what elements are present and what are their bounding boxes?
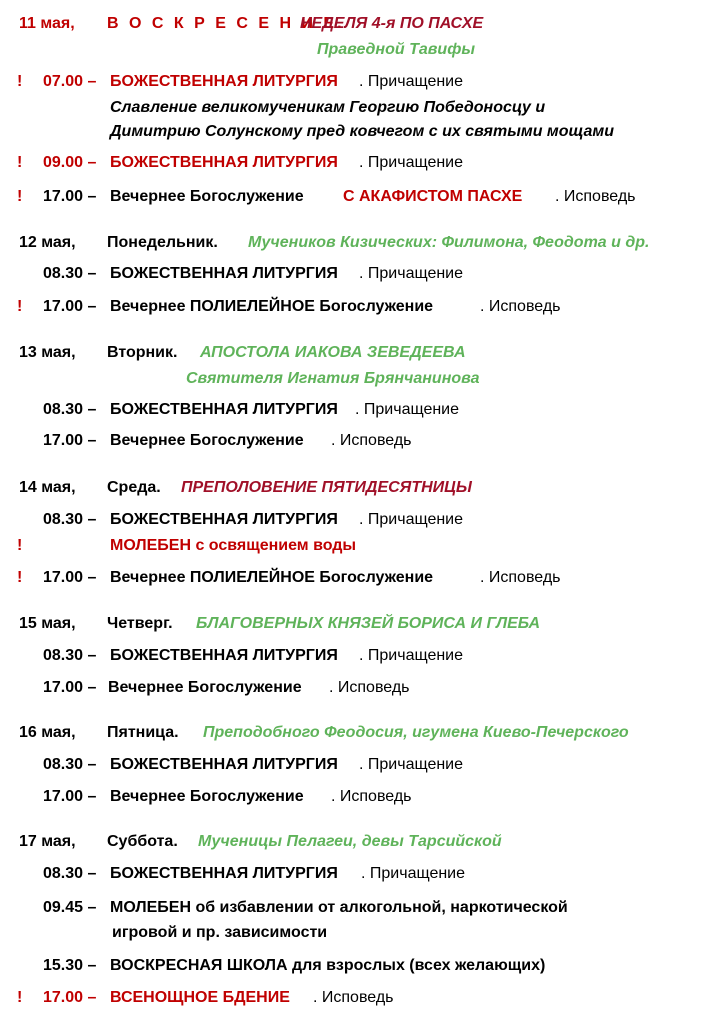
service-highlight: С АКАФИСТОМ ПАСХЕ — [343, 188, 523, 205]
service-title: БОЖЕСТВЕННАЯ ЛИТУРГИЯ — [110, 73, 338, 90]
service-title: БОЖЕСТВЕННАЯ ЛИТУРГИЯ — [110, 154, 338, 171]
service-note: . Причащение — [359, 647, 464, 664]
day-13-weekday: Вторник. — [107, 344, 178, 361]
day-11-weekday: В О С К Р Е С Е Н И Е. — [107, 15, 345, 32]
service-note: . Исповедь — [331, 788, 412, 805]
service-time: 17.00 – — [43, 569, 97, 586]
service-note: . Причащение — [359, 265, 464, 282]
service-time: 09.00 – — [43, 154, 97, 171]
service-title: БОЖЕСТВЕННАЯ ЛИТУРГИЯ — [110, 401, 338, 418]
day-14-feast: ПРЕПОЛОВЕНИЕ ПЯТИДЕСЯТНИЦЫ — [181, 479, 472, 496]
service-title: ВСЕНОЩНОЕ БДЕНИЕ — [110, 989, 290, 1006]
service-title: Вечернее Богослужение — [108, 679, 302, 696]
day-12-weekday: Понедельник. — [107, 234, 218, 251]
service-title: БОЖЕСТВЕННАЯ ЛИТУРГИЯ — [110, 756, 338, 773]
service-note: . Исповедь — [480, 569, 561, 586]
day-15-feast: БЛАГОВЕРНЫХ КНЯЗЕЙ БОРИСА И ГЛЕБА — [196, 615, 541, 632]
service-title: МОЛЕБЕН об избавлении от алкогольной, наркотической — [110, 899, 568, 916]
day-12-date: 12 мая, — [19, 234, 76, 251]
day-13-feast-2: Святителя Игнатия Брянчанинова — [186, 370, 480, 387]
important-mark: ! — [17, 73, 23, 90]
service-time: 08.30 – — [43, 647, 97, 664]
day-17-weekday: Суббота. — [107, 833, 178, 850]
service-title: БОЖЕСТВЕННАЯ ЛИТУРГИЯ — [110, 265, 338, 282]
service-title: МОЛЕБЕН с освящением воды — [110, 537, 357, 554]
service-note: . Исповедь — [480, 298, 561, 315]
important-mark: ! — [17, 569, 23, 586]
service-time: 17.00 – — [43, 679, 97, 696]
day-12-feast: Мучеников Кизических: Филимона, Феодота и др. — [248, 234, 650, 251]
day-11-date: 11 мая, — [19, 15, 75, 32]
service-note: . Исповедь — [329, 679, 410, 696]
service-time: 08.30 – — [43, 401, 97, 418]
service-title: Вечернее Богослужение — [110, 788, 304, 805]
service-note: . Причащение — [361, 865, 466, 882]
service-time: 17.00 – — [43, 188, 97, 205]
service-time: 15.30 – — [43, 957, 97, 974]
day-14-weekday: Среда. — [107, 479, 161, 496]
day-14-date: 14 мая, — [19, 479, 76, 496]
day-11-feast-2: Праведной Тавифы — [317, 41, 476, 58]
service-time: 08.30 – — [43, 265, 97, 282]
day-17-feast: Мученицы Пелагеи, девы Тарсийской — [198, 833, 502, 850]
service-title: Вечернее Богослужение — [110, 188, 304, 205]
important-mark: ! — [17, 188, 23, 205]
day-17-date: 17 мая, — [19, 833, 76, 850]
day-15-weekday: Четверг. — [107, 615, 173, 632]
day-13-date: 13 мая, — [19, 344, 76, 361]
day-16-feast: Преподобного Феодосия, игумена Киево-Печерского — [203, 724, 629, 741]
service-time: 08.30 – — [43, 865, 97, 882]
service-time: 17.00 – — [43, 432, 97, 449]
service-note: . Причащение — [359, 756, 464, 773]
service-title: БОЖЕСТВЕННАЯ ЛИТУРГИЯ — [110, 865, 338, 882]
service-title: ВОСКРЕСНАЯ ШКОЛА для взрослых (всех желающих) — [110, 957, 546, 974]
service-time: 17.00 – — [43, 989, 97, 1006]
day-11-feast: НЕДЕЛЯ 4-я ПО ПАСХЕ — [300, 15, 484, 32]
service-note: . Исповедь — [331, 432, 412, 449]
service-time: 08.30 – — [43, 511, 97, 528]
important-mark: ! — [17, 989, 23, 1006]
service-note: . Причащение — [355, 401, 460, 418]
service-note: . Причащение — [359, 73, 464, 90]
day-13-feast: АПОСТОЛА ИАКОВА ЗЕВЕДЕЕВА — [200, 344, 466, 361]
service-note: . Исповедь — [555, 188, 636, 205]
service-time: 17.00 – — [43, 788, 97, 805]
day-16-date: 16 мая, — [19, 724, 76, 741]
service-title: БОЖЕСТВЕННАЯ ЛИТУРГИЯ — [110, 511, 338, 528]
service-title: Вечернее ПОЛИЕЛЕЙНОЕ Богослужение — [110, 569, 434, 586]
important-mark: ! — [17, 537, 23, 554]
service-title: БОЖЕСТВЕННАЯ ЛИТУРГИЯ — [110, 647, 338, 664]
service-title: Вечернее Богослужение — [110, 432, 304, 449]
service-note: . Исповедь — [313, 989, 394, 1006]
day-16-weekday: Пятница. — [107, 724, 179, 741]
service-time: 07.00 – — [43, 73, 97, 90]
service-title: Вечернее ПОЛИЕЛЕЙНОЕ Богослужение — [110, 298, 434, 315]
service-note: . Причащение — [359, 511, 464, 528]
service-time: 09.45 – — [43, 899, 97, 916]
service-subnote: Славление великомученикам Георгию Победоносцу и — [110, 99, 546, 116]
service-title-cont: игровой и пр. зависимости — [112, 924, 328, 941]
service-time: 08.30 – — [43, 756, 97, 773]
service-note: . Причащение — [359, 154, 464, 171]
service-time: 17.00 – — [43, 298, 97, 315]
important-mark: ! — [17, 298, 23, 315]
day-15-date: 15 мая, — [19, 615, 76, 632]
service-subnote: Димитрию Солунскому пред ковчегом с их святыми мощами — [110, 123, 614, 140]
important-mark: ! — [17, 154, 23, 171]
